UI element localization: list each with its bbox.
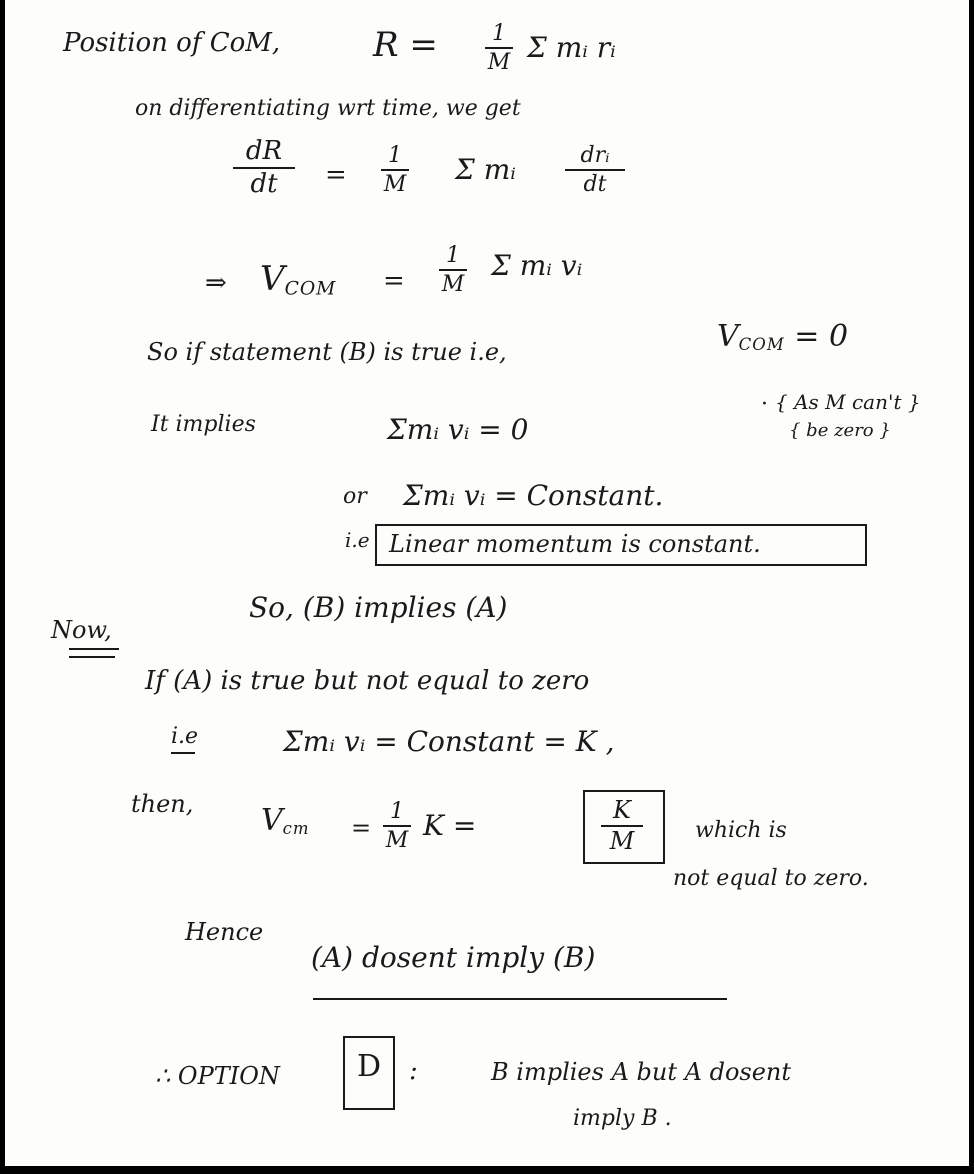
- now-label: Now,: [51, 616, 112, 644]
- hence-label: Hence: [185, 918, 264, 946]
- v-com-zero: $V_{COM} = 0$: [717, 319, 849, 355]
- one-over-m-fraction: 1 M: [485, 22, 513, 74]
- implies-arrow: ⇒: [205, 268, 227, 298]
- linear-momentum-statement: Linear momentum is constant.: [389, 530, 761, 558]
- conclusion-line-1: B implies A but A dosent: [491, 1058, 792, 1086]
- sum-equals-k: Σmᵢ vᵢ = Constant = K ,: [283, 725, 615, 758]
- dri-dt-fraction: drᵢ dt: [565, 144, 625, 196]
- handwritten-solution-page: [5, 0, 969, 1166]
- ie-underline: [171, 752, 195, 754]
- or-label: or: [343, 484, 367, 509]
- com-position-label: Position of CoM,: [63, 28, 281, 58]
- a-does-not-imply-b: (A) dosent imply (B): [311, 941, 596, 974]
- sum-mivi: Σ mᵢ vᵢ: [491, 249, 583, 282]
- sum-equals-zero: Σmᵢ vᵢ = 0: [387, 413, 529, 446]
- now-underline-2: [69, 656, 115, 658]
- now-underline: [69, 648, 119, 650]
- k-equals: K =: [423, 809, 477, 842]
- option-colon: :: [409, 1056, 418, 1086]
- com-position-lhs: R =: [373, 25, 438, 65]
- as-m-cant-note: { As M can't }: [775, 390, 921, 414]
- equals-sign: =: [351, 814, 372, 842]
- so-if-statement: So if statement (B) is true i.e,: [147, 338, 507, 366]
- be-zero-note: { be zero }: [789, 420, 891, 441]
- ie-label: i.e: [345, 528, 370, 552]
- if-a-true: If (A) is true but not equal to zero: [145, 666, 590, 696]
- v-com-symbol: $V_{COM}$: [260, 259, 337, 300]
- differentiating-text: on differentiating wrt time, we get: [135, 96, 521, 121]
- com-position-rhs: Σ mᵢ rᵢ: [527, 31, 616, 64]
- dot-marker: ·: [761, 392, 768, 417]
- k-over-m-fraction: K M: [601, 798, 643, 854]
- one-over-m-fraction: 1 M: [383, 800, 411, 852]
- conclusion-line-2: imply B .: [573, 1106, 672, 1131]
- v-cm-symbol: $V_{cm}$: [261, 803, 310, 839]
- equals-sign: =: [325, 160, 347, 190]
- ie-label-2: i.e: [171, 724, 199, 749]
- therefore-option: ∴ OPTION: [155, 1062, 280, 1090]
- option-letter: D: [357, 1049, 382, 1084]
- one-over-m-fraction: 1 M: [439, 244, 467, 296]
- not-equal-to-zero: not equal to zero.: [673, 866, 869, 891]
- equals-sign: =: [383, 266, 405, 296]
- dr-dt-fraction: dR dt: [233, 138, 295, 199]
- sum-equals-constant: Σmᵢ vᵢ = Constant.: [403, 479, 664, 512]
- hence-underline: [313, 998, 727, 1000]
- one-over-m-fraction: 1 M: [381, 144, 409, 196]
- sum-mi: Σ mᵢ: [455, 153, 516, 186]
- then-label: then,: [131, 790, 194, 818]
- which-is: which is: [695, 818, 787, 843]
- b-implies-a: So, (B) implies (A): [249, 591, 508, 624]
- it-implies: It implies: [151, 412, 256, 437]
